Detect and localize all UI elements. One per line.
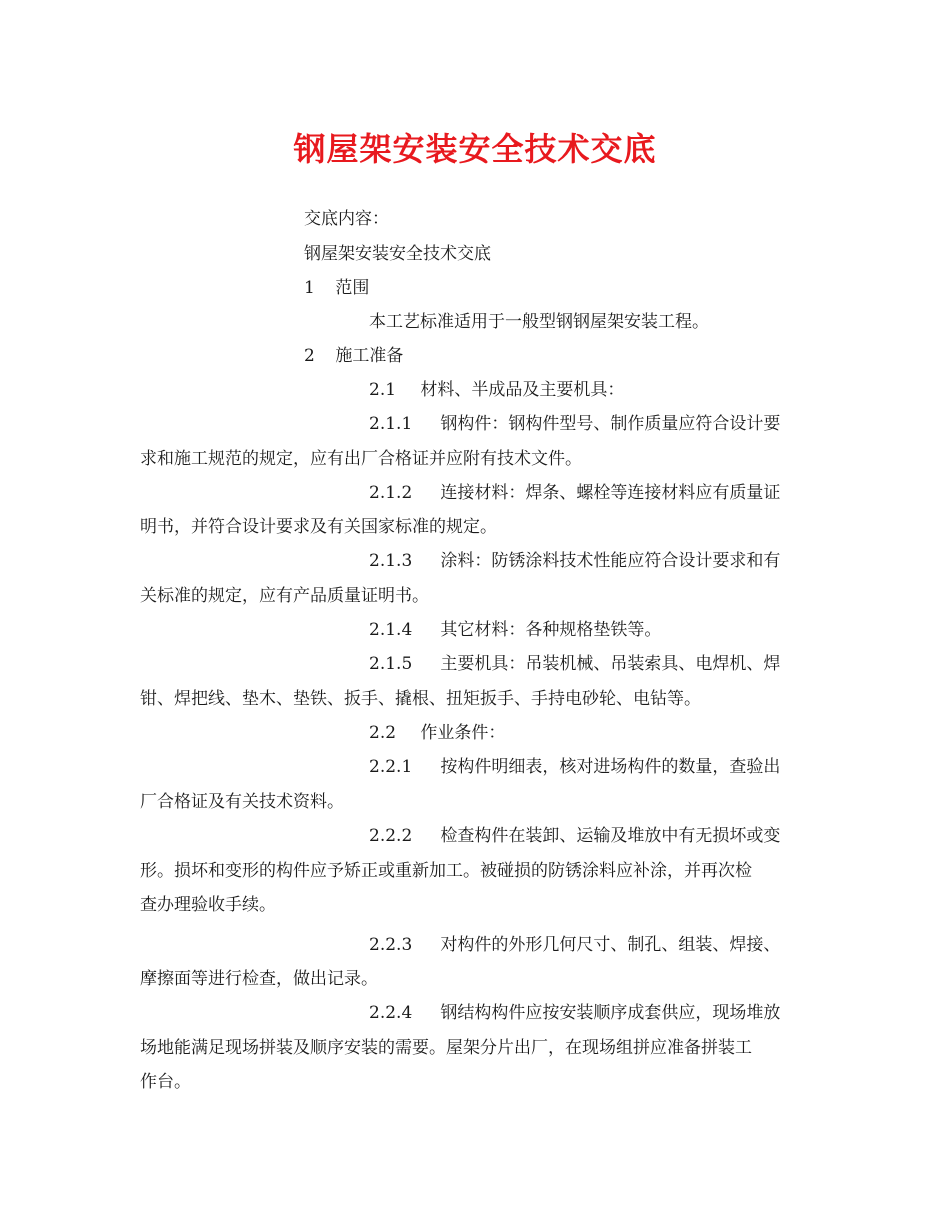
item-2-1-2-line2: 明书，并符合设计要求及有关国家标准的规定。: [140, 517, 497, 537]
item-2-1-5-line2: 钳、焊把线、垫木、垫铁、扳手、撬根、扭矩扳手、手持电砂轮、电钻等。: [140, 689, 701, 709]
item-number: 2.2.1: [369, 757, 413, 777]
item-number: 2.2.4: [369, 1003, 413, 1023]
item-text: 钢结构构件应按安装顺序成套供应，现场堆放: [440, 1003, 781, 1023]
item-text: 主要机具：吊装机械、吊装索具、电焊机、焊: [440, 654, 781, 674]
section-1-body: 本工艺标准适用于一般型钢钢屋架安装工程。: [369, 312, 709, 332]
item-number: 2.1.3: [369, 551, 413, 571]
item-2-1-1-line2: 求和施工规范的规定，应有出厂合格证并应附有技术文件。: [140, 449, 582, 469]
item-text: 涂料：防锈涂料技术性能应符合设计要求和有: [440, 551, 781, 571]
item-number: 2.1.1: [369, 414, 413, 434]
item-text: 连接材料：焊条、螺栓等连接材料应有质量证: [440, 483, 781, 503]
item-2-2-2-line2: 形。损坏和变形的构件应予矫正或重新加工。被碰损的防锈涂料应补涂，并再次检: [140, 861, 752, 881]
page-title: 钢屋架安装安全技术交底: [293, 130, 657, 168]
item-2-2-1-line1: [369, 756, 780, 778]
item-text: 检查构件在装卸、运输及堆放中有无损坏或变: [440, 826, 781, 846]
subsection-2-1-heading: [369, 379, 624, 401]
item-2-1-3-line2: 关标准的规定，应有产品质量证明书。: [140, 586, 429, 606]
item-2-2-1-line2: 厂合格证及有关技术资料。: [140, 792, 344, 812]
item-number: 2.1.4: [369, 620, 413, 640]
item-number: 2.2.2: [369, 826, 413, 846]
item-2-2-4-line2: 场地能满足现场拼装及顺序安装的需要。屋架分片出厂，在现场组拼应准备拼装工: [140, 1038, 752, 1058]
item-text: 钢构件：钢构件型号、制作质量应符合设计要: [440, 414, 781, 434]
subsection-number: 2.1: [369, 380, 397, 400]
subsection-2-2-heading: [369, 722, 505, 744]
item-number: 2.1.2: [369, 483, 413, 503]
section-2-heading: [304, 345, 403, 367]
item-text: 其它材料：各种规格垫铁等。: [440, 620, 662, 640]
item-2-1-4-line1: [369, 619, 661, 641]
section-heading-text: 施工准备: [335, 346, 404, 366]
item-2-2-2-line3: 查办理验收手续。: [140, 895, 276, 915]
section-number: 2: [304, 346, 315, 366]
section-heading-text: 范围: [335, 278, 370, 298]
subsection-heading-text: 材料、半成品及主要机具：: [420, 380, 625, 400]
item-text: 按构件明细表，核对进场构件的数量，查验出: [440, 757, 781, 777]
item-2-2-4-line3: 作台。: [140, 1072, 191, 1092]
item-2-1-5-line1: [369, 653, 780, 675]
item-text: 对构件的外形几何尺寸、制孔、组装、焊接、: [440, 935, 781, 955]
intro-label: 交底内容：: [304, 209, 389, 229]
item-2-2-2-line1: [369, 825, 780, 847]
section-number: 1: [304, 278, 315, 298]
item-number: 2.2.3: [369, 935, 413, 955]
item-2-2-3-line2: 摩擦面等进行检查，做出记录。: [140, 969, 378, 989]
subsection-number: 2.2: [369, 723, 397, 743]
item-number: 2.1.5: [369, 654, 413, 674]
item-2-2-4-line1: [369, 1002, 780, 1024]
item-2-1-1-line1: [369, 413, 780, 435]
item-2-2-3-line1: [369, 934, 780, 956]
section-1-heading: [304, 277, 369, 299]
subsection-heading-text: 作业条件：: [420, 723, 506, 743]
item-2-1-2-line1: [369, 482, 780, 504]
item-2-1-3-line1: [369, 550, 780, 572]
intro-title: 钢屋架安装安全技术交底: [304, 244, 491, 264]
